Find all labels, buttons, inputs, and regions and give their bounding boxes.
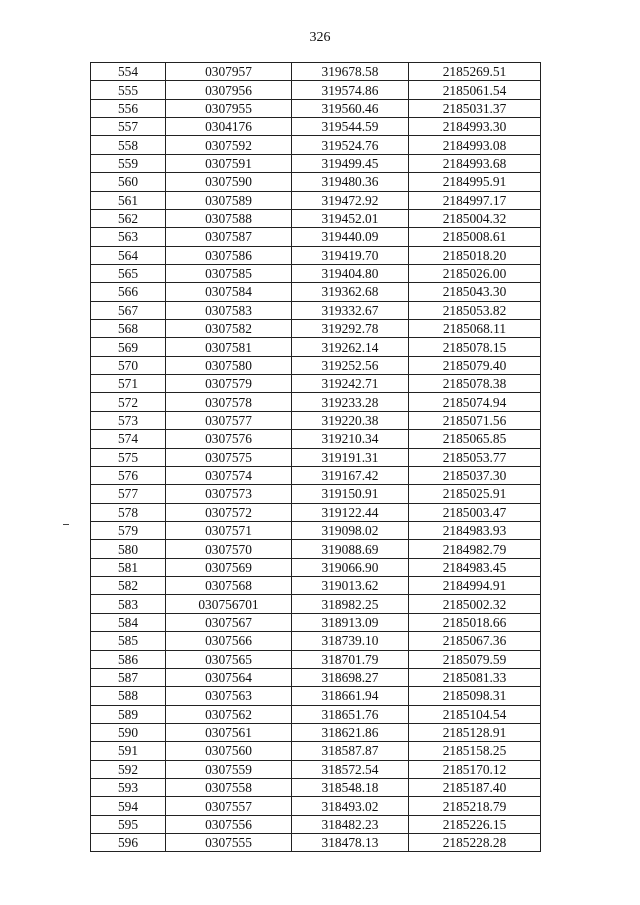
table-row bbox=[91, 577, 541, 595]
row-index-cell: 585 bbox=[91, 632, 166, 650]
table-row bbox=[91, 485, 541, 503]
point-id-cell: 0307586 bbox=[166, 246, 292, 264]
table-row bbox=[91, 393, 541, 411]
table-row bbox=[91, 283, 541, 301]
point-id-cell: 0307590 bbox=[166, 173, 292, 191]
y-coordinate-cell: 2185078.15 bbox=[409, 338, 541, 356]
point-id-cell: 0307585 bbox=[166, 264, 292, 282]
x-coordinate-cell: 319252.56 bbox=[292, 356, 409, 374]
x-coordinate-cell: 319122.44 bbox=[292, 503, 409, 521]
row-index-cell: 566 bbox=[91, 283, 166, 301]
x-coordinate-cell: 319262.14 bbox=[292, 338, 409, 356]
table-row bbox=[91, 320, 541, 338]
row-index-cell: 571 bbox=[91, 375, 166, 393]
row-index-cell: 565 bbox=[91, 264, 166, 282]
x-coordinate-cell: 319066.90 bbox=[292, 558, 409, 576]
point-id-cell: 0307584 bbox=[166, 283, 292, 301]
table-row bbox=[91, 81, 541, 99]
page-number: 326 bbox=[309, 30, 331, 45]
x-coordinate-cell: 319678.58 bbox=[292, 63, 409, 81]
x-coordinate-cell: 319220.38 bbox=[292, 411, 409, 429]
y-coordinate-cell: 2185053.77 bbox=[409, 448, 541, 466]
point-id-cell: 030756701 bbox=[166, 595, 292, 613]
x-coordinate-cell: 318548.18 bbox=[292, 779, 409, 797]
table-row bbox=[91, 173, 541, 191]
point-id-cell: 0307589 bbox=[166, 191, 292, 209]
x-coordinate-cell: 318621.86 bbox=[292, 723, 409, 741]
point-id-cell: 0307582 bbox=[166, 320, 292, 338]
y-coordinate-cell: 2184993.30 bbox=[409, 118, 541, 136]
row-index-cell: 570 bbox=[91, 356, 166, 374]
point-id-cell: 0307576 bbox=[166, 430, 292, 448]
table-row bbox=[91, 246, 541, 264]
point-id-cell: 0307587 bbox=[166, 228, 292, 246]
y-coordinate-cell: 2185068.11 bbox=[409, 320, 541, 338]
row-index-cell: 576 bbox=[91, 466, 166, 484]
y-coordinate-cell: 2185037.30 bbox=[409, 466, 541, 484]
x-coordinate-cell: 318661.94 bbox=[292, 687, 409, 705]
table-row bbox=[91, 411, 541, 429]
y-coordinate-cell: 2185026.00 bbox=[409, 264, 541, 282]
x-coordinate-cell: 319524.76 bbox=[292, 136, 409, 154]
table-row bbox=[91, 338, 541, 356]
point-id-cell: 0307569 bbox=[166, 558, 292, 576]
table-row bbox=[91, 558, 541, 576]
x-coordinate-cell: 319013.62 bbox=[292, 577, 409, 595]
table-row bbox=[91, 264, 541, 282]
y-coordinate-cell: 2185079.40 bbox=[409, 356, 541, 374]
row-index-cell: 590 bbox=[91, 723, 166, 741]
row-index-cell: 569 bbox=[91, 338, 166, 356]
y-coordinate-cell: 2185158.25 bbox=[409, 742, 541, 760]
point-id-cell: 0307577 bbox=[166, 411, 292, 429]
point-id-cell: 0307555 bbox=[166, 834, 292, 852]
table-row bbox=[91, 136, 541, 154]
y-coordinate-cell: 2185079.59 bbox=[409, 650, 541, 668]
x-coordinate-cell: 319499.45 bbox=[292, 154, 409, 172]
row-index-cell: 577 bbox=[91, 485, 166, 503]
row-index-cell: 587 bbox=[91, 668, 166, 686]
table-row bbox=[91, 228, 541, 246]
row-index-cell: 584 bbox=[91, 613, 166, 631]
row-index-cell: 561 bbox=[91, 191, 166, 209]
point-id-cell: 0307566 bbox=[166, 632, 292, 650]
point-id-cell: 0307578 bbox=[166, 393, 292, 411]
point-id-cell: 0307592 bbox=[166, 136, 292, 154]
x-coordinate-cell: 318698.27 bbox=[292, 668, 409, 686]
table-row bbox=[91, 834, 541, 852]
point-id-cell: 0307565 bbox=[166, 650, 292, 668]
table-row bbox=[91, 779, 541, 797]
table-row bbox=[91, 430, 541, 448]
y-coordinate-cell: 2185071.56 bbox=[409, 411, 541, 429]
y-coordinate-cell: 2185187.40 bbox=[409, 779, 541, 797]
x-coordinate-cell: 318651.76 bbox=[292, 705, 409, 723]
point-id-cell: 0307567 bbox=[166, 613, 292, 631]
y-coordinate-cell: 2185002.32 bbox=[409, 595, 541, 613]
point-id-cell: 0307580 bbox=[166, 356, 292, 374]
point-id-cell: 0307955 bbox=[166, 99, 292, 117]
x-coordinate-cell: 318913.09 bbox=[292, 613, 409, 631]
point-id-cell: 0307583 bbox=[166, 301, 292, 319]
table-row bbox=[91, 356, 541, 374]
x-coordinate-cell: 318739.10 bbox=[292, 632, 409, 650]
x-coordinate-cell: 319560.46 bbox=[292, 99, 409, 117]
x-coordinate-cell: 319404.80 bbox=[292, 264, 409, 282]
y-coordinate-cell: 2184997.17 bbox=[409, 191, 541, 209]
table-row bbox=[91, 687, 541, 705]
table-body bbox=[91, 63, 541, 852]
coordinates-table bbox=[90, 62, 541, 852]
point-id-cell: 0307957 bbox=[166, 63, 292, 81]
x-coordinate-cell: 319088.69 bbox=[292, 540, 409, 558]
row-index-cell: 559 bbox=[91, 154, 166, 172]
x-coordinate-cell: 319544.59 bbox=[292, 118, 409, 136]
y-coordinate-cell: 2185004.32 bbox=[409, 209, 541, 227]
x-coordinate-cell: 319440.09 bbox=[292, 228, 409, 246]
x-coordinate-cell: 319098.02 bbox=[292, 521, 409, 539]
row-index-cell: 554 bbox=[91, 63, 166, 81]
y-coordinate-cell: 2185218.79 bbox=[409, 797, 541, 815]
row-index-cell: 583 bbox=[91, 595, 166, 613]
row-index-cell: 581 bbox=[91, 558, 166, 576]
row-index-cell: 591 bbox=[91, 742, 166, 760]
table-row bbox=[91, 375, 541, 393]
table-row bbox=[91, 99, 541, 117]
y-coordinate-cell: 2185061.54 bbox=[409, 81, 541, 99]
x-coordinate-cell: 319362.68 bbox=[292, 283, 409, 301]
x-coordinate-cell: 319242.71 bbox=[292, 375, 409, 393]
row-index-cell: 588 bbox=[91, 687, 166, 705]
point-id-cell: 0307556 bbox=[166, 815, 292, 833]
table-row bbox=[91, 301, 541, 319]
row-index-cell: 564 bbox=[91, 246, 166, 264]
y-coordinate-cell: 2184993.08 bbox=[409, 136, 541, 154]
table-row bbox=[91, 209, 541, 227]
y-coordinate-cell: 2185228.28 bbox=[409, 834, 541, 852]
x-coordinate-cell: 318478.13 bbox=[292, 834, 409, 852]
point-id-cell: 0307570 bbox=[166, 540, 292, 558]
x-coordinate-cell: 318482.23 bbox=[292, 815, 409, 833]
point-id-cell: 0307581 bbox=[166, 338, 292, 356]
table-row bbox=[91, 650, 541, 668]
y-coordinate-cell: 2185067.36 bbox=[409, 632, 541, 650]
point-id-cell: 0307591 bbox=[166, 154, 292, 172]
point-id-cell: 0307557 bbox=[166, 797, 292, 815]
x-coordinate-cell: 318493.02 bbox=[292, 797, 409, 815]
y-coordinate-cell: 2184982.79 bbox=[409, 540, 541, 558]
row-index-cell: 572 bbox=[91, 393, 166, 411]
x-coordinate-cell: 319419.70 bbox=[292, 246, 409, 264]
y-coordinate-cell: 2185098.31 bbox=[409, 687, 541, 705]
x-coordinate-cell: 319210.34 bbox=[292, 430, 409, 448]
y-coordinate-cell: 2185008.61 bbox=[409, 228, 541, 246]
row-index-cell: 589 bbox=[91, 705, 166, 723]
x-coordinate-cell: 318587.87 bbox=[292, 742, 409, 760]
table-row bbox=[91, 815, 541, 833]
row-index-cell: 560 bbox=[91, 173, 166, 191]
table-row bbox=[91, 760, 541, 778]
table-row bbox=[91, 613, 541, 631]
row-index-cell: 594 bbox=[91, 797, 166, 815]
table-row bbox=[91, 540, 541, 558]
table-row bbox=[91, 521, 541, 539]
x-coordinate-cell: 319233.28 bbox=[292, 393, 409, 411]
row-index-cell: 562 bbox=[91, 209, 166, 227]
y-coordinate-cell: 2185031.37 bbox=[409, 99, 541, 117]
y-coordinate-cell: 2184995.91 bbox=[409, 173, 541, 191]
row-index-cell: 586 bbox=[91, 650, 166, 668]
row-index-cell: 573 bbox=[91, 411, 166, 429]
x-coordinate-cell: 319452.01 bbox=[292, 209, 409, 227]
point-id-cell: 0307575 bbox=[166, 448, 292, 466]
y-coordinate-cell: 2185226.15 bbox=[409, 815, 541, 833]
x-coordinate-cell: 319150.91 bbox=[292, 485, 409, 503]
table-row bbox=[91, 668, 541, 686]
row-index-cell: 568 bbox=[91, 320, 166, 338]
margin-mark bbox=[63, 524, 69, 525]
point-id-cell: 0304176 bbox=[166, 118, 292, 136]
y-coordinate-cell: 2185128.91 bbox=[409, 723, 541, 741]
y-coordinate-cell: 2185104.54 bbox=[409, 705, 541, 723]
point-id-cell: 0307562 bbox=[166, 705, 292, 723]
y-coordinate-cell: 2184983.45 bbox=[409, 558, 541, 576]
x-coordinate-cell: 319480.36 bbox=[292, 173, 409, 191]
x-coordinate-cell: 319472.92 bbox=[292, 191, 409, 209]
row-index-cell: 580 bbox=[91, 540, 166, 558]
point-id-cell: 0307588 bbox=[166, 209, 292, 227]
row-index-cell: 592 bbox=[91, 760, 166, 778]
row-index-cell: 557 bbox=[91, 118, 166, 136]
table-row bbox=[91, 448, 541, 466]
table-row bbox=[91, 466, 541, 484]
x-coordinate-cell: 318572.54 bbox=[292, 760, 409, 778]
y-coordinate-cell: 2185018.20 bbox=[409, 246, 541, 264]
table-row bbox=[91, 63, 541, 81]
x-coordinate-cell: 319574.86 bbox=[292, 81, 409, 99]
table-row bbox=[91, 503, 541, 521]
y-coordinate-cell: 2185170.12 bbox=[409, 760, 541, 778]
point-id-cell: 0307559 bbox=[166, 760, 292, 778]
row-index-cell: 574 bbox=[91, 430, 166, 448]
row-index-cell: 582 bbox=[91, 577, 166, 595]
row-index-cell: 567 bbox=[91, 301, 166, 319]
table-row bbox=[91, 632, 541, 650]
y-coordinate-cell: 2185053.82 bbox=[409, 301, 541, 319]
y-coordinate-cell: 2185043.30 bbox=[409, 283, 541, 301]
point-id-cell: 0307956 bbox=[166, 81, 292, 99]
x-coordinate-cell: 319191.31 bbox=[292, 448, 409, 466]
row-index-cell: 556 bbox=[91, 99, 166, 117]
table-row bbox=[91, 118, 541, 136]
y-coordinate-cell: 2185081.33 bbox=[409, 668, 541, 686]
y-coordinate-cell: 2185018.66 bbox=[409, 613, 541, 631]
point-id-cell: 0307558 bbox=[166, 779, 292, 797]
point-id-cell: 0307564 bbox=[166, 668, 292, 686]
point-id-cell: 0307568 bbox=[166, 577, 292, 595]
table-row bbox=[91, 595, 541, 613]
table-row bbox=[91, 154, 541, 172]
row-index-cell: 593 bbox=[91, 779, 166, 797]
point-id-cell: 0307579 bbox=[166, 375, 292, 393]
y-coordinate-cell: 2185065.85 bbox=[409, 430, 541, 448]
x-coordinate-cell: 318701.79 bbox=[292, 650, 409, 668]
x-coordinate-cell: 319167.42 bbox=[292, 466, 409, 484]
row-index-cell: 563 bbox=[91, 228, 166, 246]
point-id-cell: 0307560 bbox=[166, 742, 292, 760]
y-coordinate-cell: 2185269.51 bbox=[409, 63, 541, 81]
point-id-cell: 0307561 bbox=[166, 723, 292, 741]
y-coordinate-cell: 2185003.47 bbox=[409, 503, 541, 521]
point-id-cell: 0307574 bbox=[166, 466, 292, 484]
table-row bbox=[91, 742, 541, 760]
row-index-cell: 579 bbox=[91, 521, 166, 539]
row-index-cell: 555 bbox=[91, 81, 166, 99]
point-id-cell: 0307573 bbox=[166, 485, 292, 503]
row-index-cell: 578 bbox=[91, 503, 166, 521]
x-coordinate-cell: 319292.78 bbox=[292, 320, 409, 338]
table-row bbox=[91, 797, 541, 815]
x-coordinate-cell: 319332.67 bbox=[292, 301, 409, 319]
point-id-cell: 0307563 bbox=[166, 687, 292, 705]
point-id-cell: 0307572 bbox=[166, 503, 292, 521]
row-index-cell: 558 bbox=[91, 136, 166, 154]
row-index-cell: 595 bbox=[91, 815, 166, 833]
table-row bbox=[91, 191, 541, 209]
y-coordinate-cell: 2185074.94 bbox=[409, 393, 541, 411]
x-coordinate-cell: 318982.25 bbox=[292, 595, 409, 613]
y-coordinate-cell: 2184993.68 bbox=[409, 154, 541, 172]
y-coordinate-cell: 2184994.91 bbox=[409, 577, 541, 595]
y-coordinate-cell: 2185025.91 bbox=[409, 485, 541, 503]
y-coordinate-cell: 2184983.93 bbox=[409, 521, 541, 539]
table-row bbox=[91, 723, 541, 741]
row-index-cell: 596 bbox=[91, 834, 166, 852]
table-row bbox=[91, 705, 541, 723]
point-id-cell: 0307571 bbox=[166, 521, 292, 539]
y-coordinate-cell: 2185078.38 bbox=[409, 375, 541, 393]
row-index-cell: 575 bbox=[91, 448, 166, 466]
